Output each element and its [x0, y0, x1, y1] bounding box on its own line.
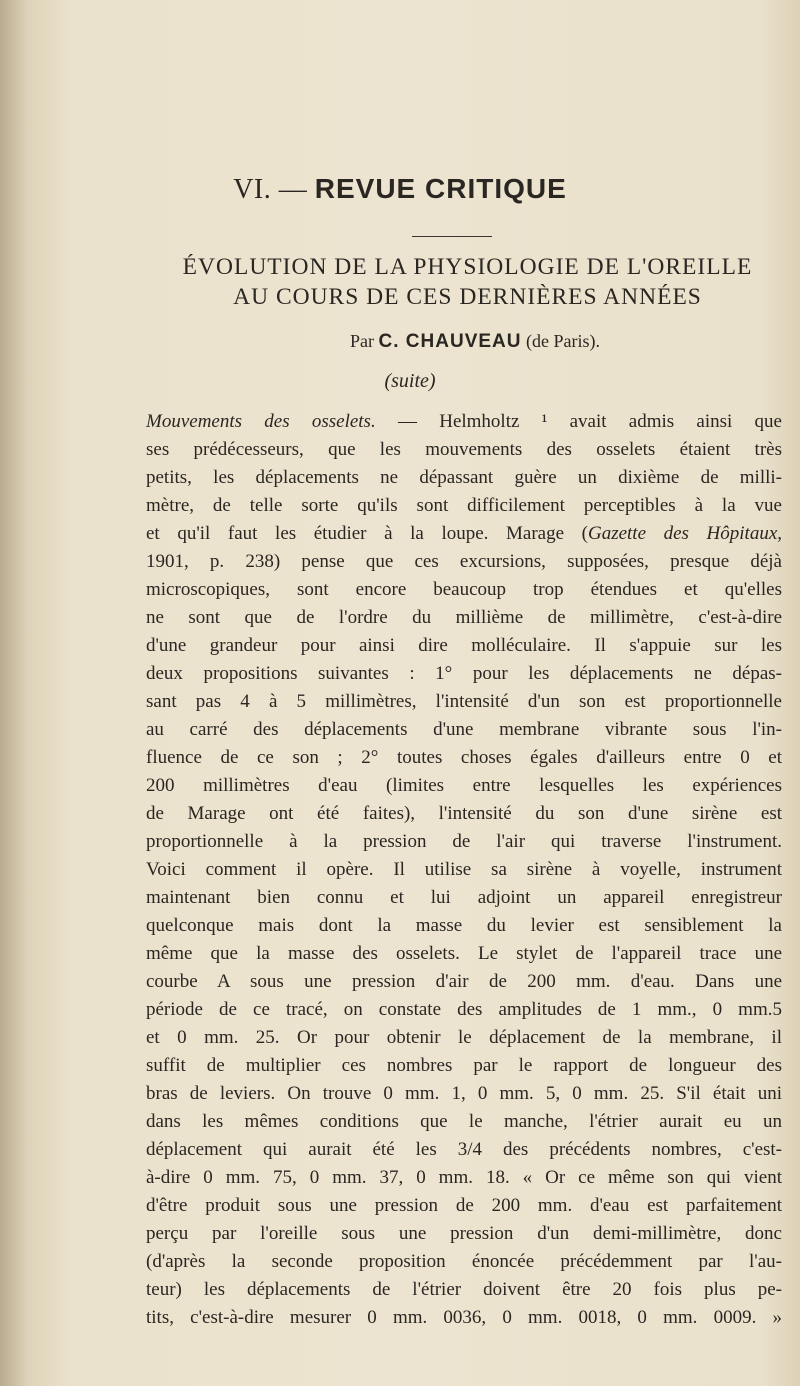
- text-line: d'être produit sous une pression de 200 mm. d'eau est parfaitement: [146, 1195, 782, 1216]
- text-line: à-dire 0 mm. 75, 0 mm. 37, 0 mm. 18. « Or ce même son qui vient: [146, 1167, 782, 1188]
- text-line: et qu'il faut les étudier à la loupe. Marage (Gazette des Hôpitaux,: [146, 523, 783, 544]
- author-name: C. CHAUVEAU: [378, 331, 522, 352]
- body-paragraph: [146, 408, 782, 1332]
- article-title-line-2: AU COURS DE CES DERNIÈRES ANNÉES: [233, 284, 702, 310]
- text-line: de Marage ont été faites), l'intensité du son d'une sirène est: [146, 803, 782, 824]
- section-heading: [0, 172, 800, 207]
- text-line: deux propositions suivantes : 1° pour les déplacements ne dépas-: [146, 663, 782, 684]
- text-line: tits, c'est-à-dire mesurer 0 mm. 0036, 0 mm. 0018, 0 mm. 0009. »: [146, 1307, 782, 1328]
- text-line: au carré des déplacements d'une membrane vibrante sous l'in-: [146, 719, 782, 740]
- section-title: REVUE CRITIQUE: [314, 173, 567, 204]
- text-line: teur) les déplacements de l'étrier doivent être 20 fois plus pe-: [146, 1279, 782, 1300]
- text-line: ne sont que de l'ordre du millième de millimètre, c'est-à-dire: [146, 607, 782, 628]
- continuation-note: (suite): [384, 370, 436, 392]
- text-line: dans les mêmes conditions que le manche, l'étrier aurait eu un: [146, 1111, 782, 1132]
- section-number: VI.: [233, 174, 272, 205]
- text-line: quelconque mais dont la masse du levier est sensiblement la: [146, 915, 782, 936]
- heading-rule: [412, 236, 492, 237]
- text-line: bras de leviers. On trouve 0 mm. 1, 0 mm. 5, 0 mm. 25. S'il était uni: [146, 1083, 782, 1104]
- text-line: sant pas 4 à 5 millimètres, l'intensité d'un son est proportionnelle: [146, 691, 782, 712]
- text-line: déplacement qui aurait été les 3/4 des précédents nombres, c'est-: [146, 1139, 782, 1160]
- text-line: petits, les déplacements ne dépassant guère un dixième de milli-: [146, 467, 782, 488]
- text-line: ses prédécesseurs, que les mouvements des osselets étaient très: [146, 439, 782, 460]
- text-line: Mouvements des osselets. — Helmholtz ¹ avait admis ainsi que: [146, 411, 782, 432]
- author-affiliation: (de Paris).: [525, 331, 600, 351]
- text-line: et 0 mm. 25. Or pour obtenir le déplacement de la membrane, il: [146, 1027, 782, 1048]
- text-line: fluence de ce son ; 2° toutes choses égales d'ailleurs entre 0 et: [146, 747, 782, 768]
- article-title-line-1: ÉVOLUTION DE LA PHYSIOLOGIE DE L'OREILLE: [182, 254, 753, 280]
- journal-citation: Gazette des Hôpitaux: [587, 523, 778, 544]
- text-line: même que la masse des osselets. Le stylet de l'appareil trace une: [146, 943, 782, 964]
- text-line: Voici comment il opère. Il utilise sa sirène à voyelle, instrument: [146, 859, 782, 880]
- text-line: proportionnelle à la pression de l'air qui traverse l'instrument.: [146, 831, 782, 852]
- section-dash: —: [278, 174, 308, 205]
- byline-prefix: Par: [350, 331, 375, 351]
- text-line: 200 millimètres d'eau (limites entre lesquelles les expériences: [146, 775, 782, 796]
- text-line: 1901, p. 238) pense que ces excursions, supposées, presque déjà: [146, 551, 782, 572]
- text-line: maintenant bien connu et lui adjoint un appareil enregistreur: [146, 887, 782, 908]
- text-line: courbe A sous une pression d'air de 200 mm. d'eau. Dans une: [146, 971, 782, 992]
- page-spine-shadow: [0, 0, 28, 1386]
- text-line: mètre, de telle sorte qu'ils sont difficilement perceptibles à la vue: [146, 495, 782, 516]
- text-line: microscopiques, sont encore beaucoup trop étendues et qu'elles: [146, 579, 782, 600]
- text-line: (d'après la seconde proposition énoncée précédemment par l'au-: [146, 1251, 782, 1272]
- text-line: perçu par l'oreille sous une pression d'un demi-millimètre, donc: [146, 1223, 782, 1244]
- text-line: période de ce tracé, on constate des amplitudes de 1 mm., 0 mm.5: [146, 999, 782, 1020]
- text-line: suffit de multiplier ces nombres par le rapport de longueur des: [146, 1055, 782, 1076]
- section-subheading: Mouvements des osselets.: [146, 411, 376, 432]
- byline: [0, 329, 800, 354]
- text-line: d'une grandeur pour ainsi dire molléculaire. Il s'appuie sur les: [146, 635, 782, 656]
